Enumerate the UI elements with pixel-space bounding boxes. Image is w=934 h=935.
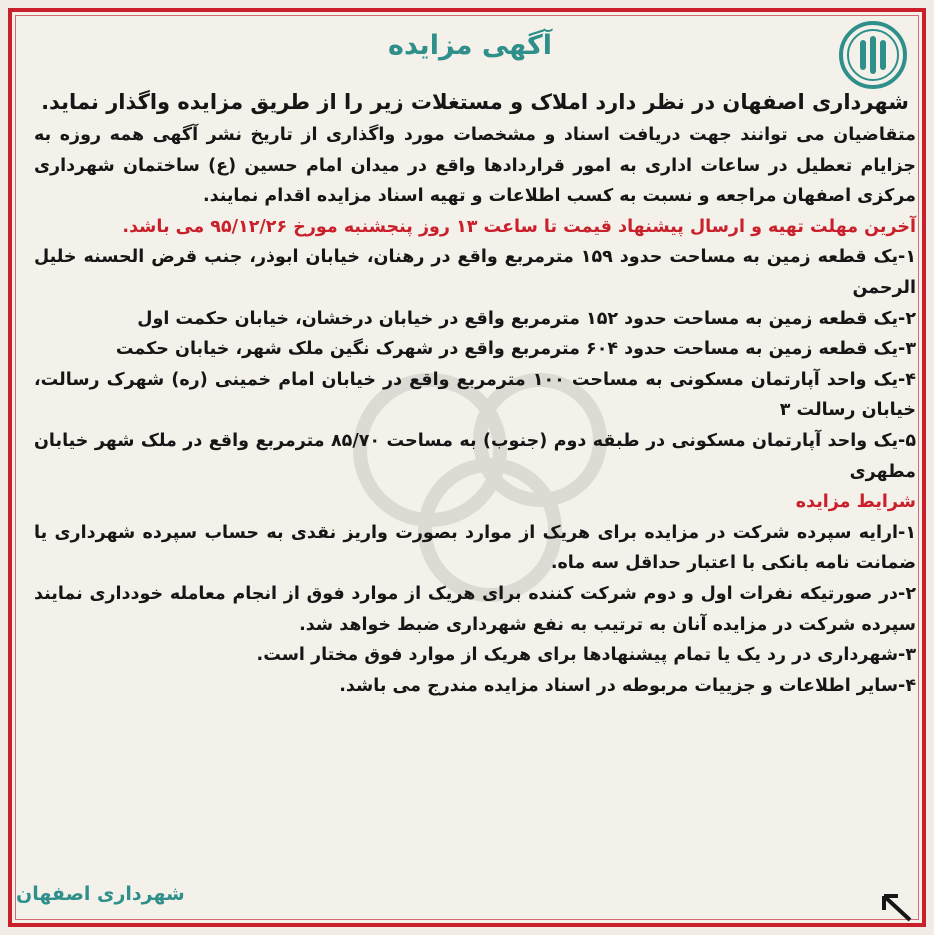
condition-item: ۱-ارایه سپرده شرکت در مزایده برای هریک از موارد بصورت واریز نقدی به حساب سپرده شهرداری یا ضمانت نامه بانکی با اعتبار حداقل سه ماه.	[34, 522, 916, 574]
notice-lead: شهرداری اصفهان در نظر دارد املاک و مستغلات زیر را از طریق مزایده واگذار نماید.	[41, 90, 909, 114]
notice-deadline: آخرین مهلت تهیه و ارسال پیشنهاد قیمت تا ساعت ۱۳ روز پنجشنبه مورخ ۹۵/۱۲/۲۶ می باشد.	[122, 216, 916, 237]
notice-body	[34, 84, 916, 701]
notice-intro: متقاضیان می توانند جهت دریافت اسناد و مشخصات مورد واگذاری از تاریخ نشر آگهی همه روزه به جزایام تعطیل در ساعات اداری به امور قراردادها واقع در میدان امام حسین (ع) ساختمان شهرداری مرکزی اصفهان مراجعه و نسبت به کسب اطلاعات و تهیه اسناد مزایده اقدام نمایند.	[34, 125, 916, 207]
property-item: ۳-یک قطعه زمین به مساحت حدود ۶۰۴ مترمربع واقع در شهرک نگین ملک شهر، خیابان حکمت	[115, 339, 916, 360]
condition-item: ۳-شهرداری در رد یک یا تمام پیشنهادها برای هریک از موارد فوق مختار است.	[256, 645, 916, 666]
property-item: ۲-یک قطعه زمین به مساحت حدود ۱۵۲ مترمربع واقع در خیابان درخشان، خیابان حکمت اول	[137, 308, 916, 329]
property-item: ۵-یک واحد آپارتمان مسکونی در طبقه دوم (جنوب) به مساحت ۸۵/۷۰ مترمربع واقع در ملک شهر خیابان مطهری	[34, 430, 916, 482]
condition-item: ۴-سایر اطلاعات و جزییات مربوطه در اسناد مزایده مندرج می باشد.	[339, 675, 916, 696]
property-item: ۴-یک واحد آپارتمان مسکونی به مساحت ۱۰۰ مترمربع واقع در خیابان امام خمینی (ره) شهرک رسالت، خیابان رسالت ۳	[34, 369, 916, 421]
conditions-title: شرایط مزایده	[795, 492, 916, 513]
isfahan-municipality-logo-icon	[838, 20, 908, 90]
notice-title: آگهی مزایده	[388, 30, 552, 61]
condition-item: ۲-در صورتیکه نفرات اول و دوم شرکت کننده برای هریک از موارد فوق از انجام معامله خودداری نمایند سپرده شرکت در مزایده آنان به ترتیب به نفع شهرداری ضبط خواهد شد.	[34, 583, 916, 635]
signature: شهرداری اصفهان	[16, 883, 185, 905]
property-item: ۱-یک قطعه زمین به مساحت حدود ۱۵۹ مترمربع واقع در رهنان، خیابان ابوذر، جنب قرض الحسنه خلیل الرحمن	[34, 247, 916, 298]
corner-arrow-icon	[880, 892, 916, 924]
